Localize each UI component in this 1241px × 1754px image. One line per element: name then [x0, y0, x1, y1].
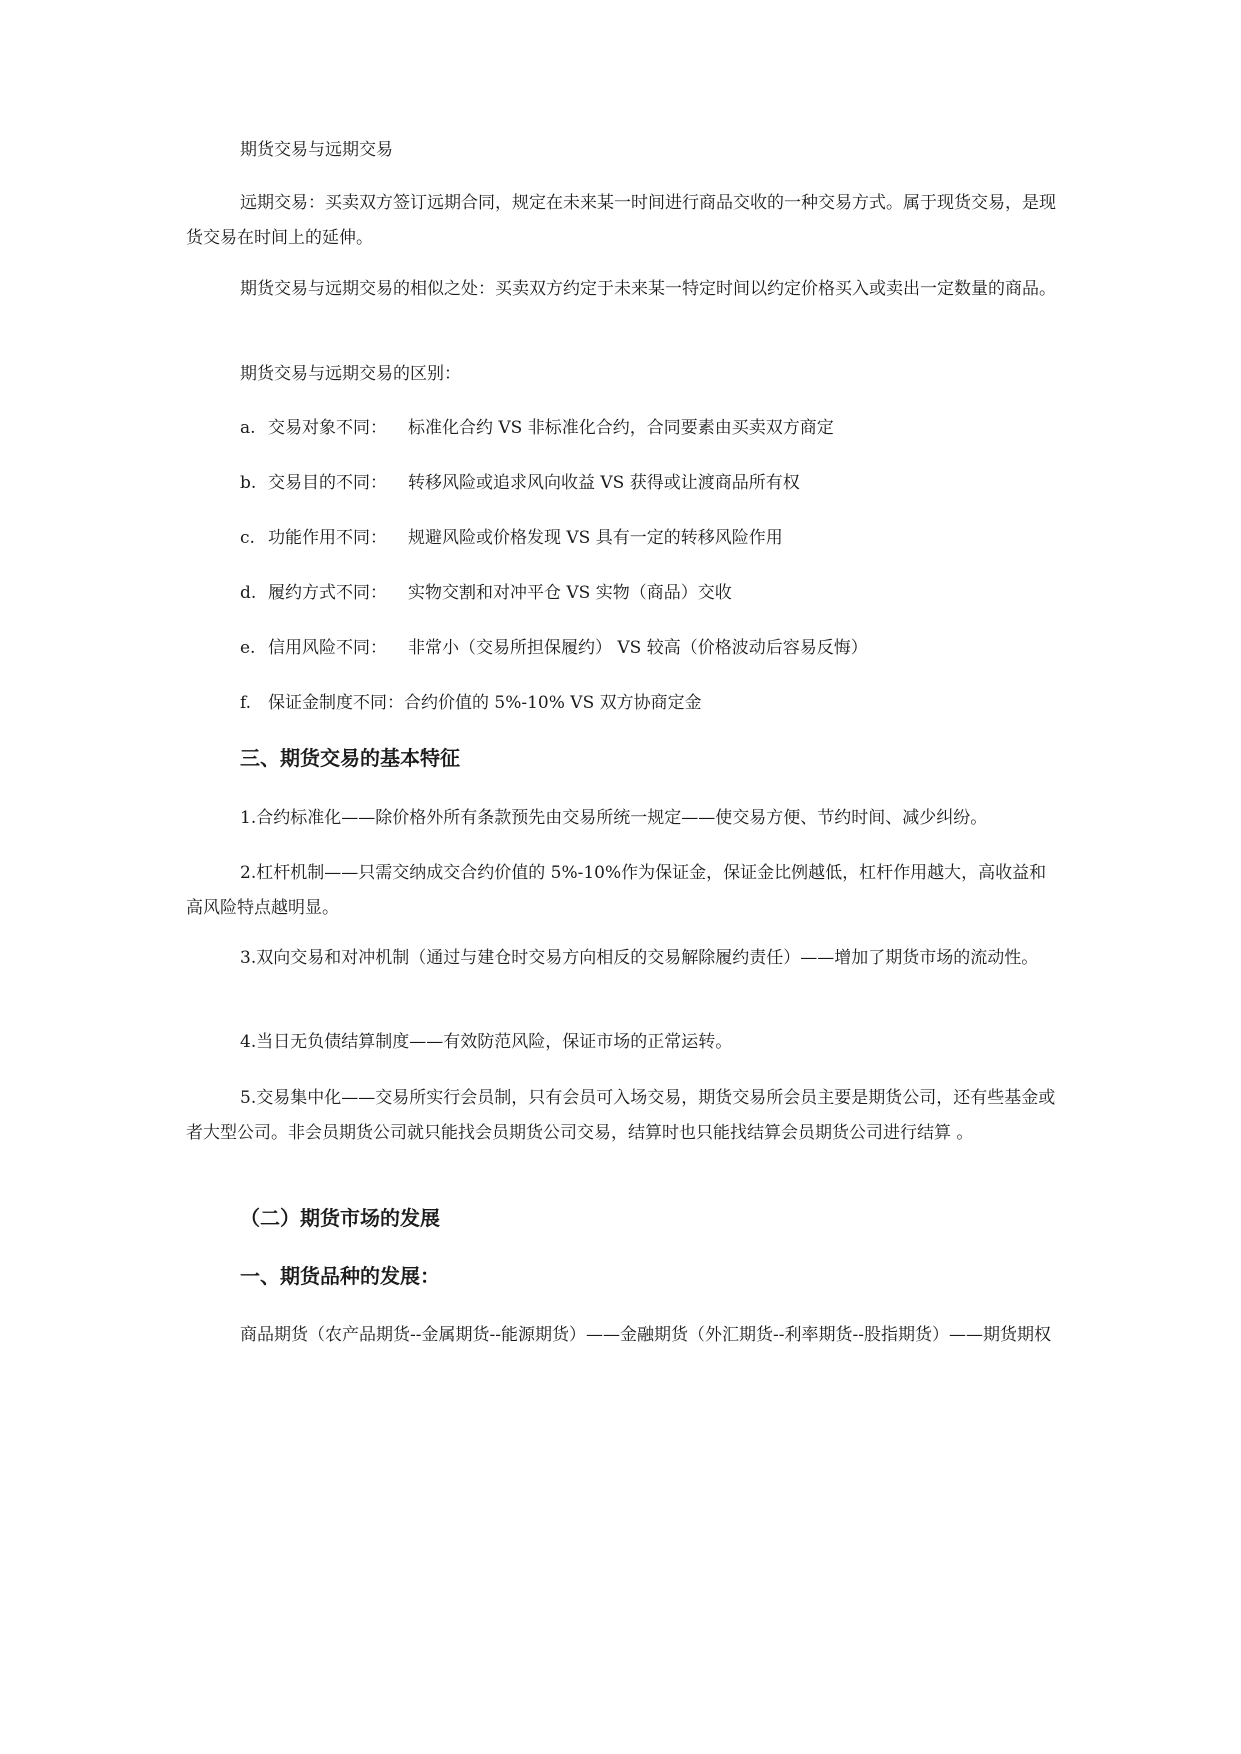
- difference-item: [240, 686, 1060, 721]
- difference-item: [240, 466, 1060, 501]
- difference-value: 合约价值的 5%-10% VS 双方协商定金: [404, 693, 702, 713]
- difference-key: 功能作用不同：: [268, 528, 387, 548]
- difference-value: 转移风险或追求风向收益 VS 获得或让渡商品所有权: [408, 473, 800, 493]
- difference-value: 规避风险或价格发现 VS 具有一定的转移风险作用: [408, 528, 783, 548]
- difference-label: f.: [240, 693, 252, 713]
- feature-item: 5.交易集中化——交易所实行会员制，只有会员可入场交易，期货交易所会员主要是期货公司，还有些基金或者大型公司。非会员期货公司就只能找会员期货公司交易，结算时也只能找结算会员期货公司进行结算 。: [186, 1088, 1056, 1143]
- difference-label: b.: [240, 473, 257, 493]
- difference-label: d.: [240, 583, 257, 603]
- paragraph-difference-intro: 期货交易与远期交易的区别：: [240, 364, 461, 384]
- difference-key: 交易对象不同：: [268, 418, 387, 438]
- difference-label: a.: [240, 418, 256, 438]
- heading-basic-features: 三、期货交易的基本特征: [240, 746, 460, 770]
- difference-key: 履约方式不同：: [268, 583, 387, 603]
- feature-item: 4.当日无负债结算制度——有效防范风险，保证市场的正常运转。: [240, 1032, 733, 1052]
- difference-item: [240, 631, 1060, 666]
- difference-value: 非常小（交易所担保履约） VS 较高（价格波动后容易反悔）: [408, 638, 868, 658]
- paragraph-varieties: 商品期货（农产品期货--金属期货--能源期货）——金融期货（外汇期货--利率期货--股指期货）——期货期权: [240, 1325, 1051, 1345]
- heading-market-development: （二）期货市场的发展: [240, 1206, 440, 1230]
- feature-item: 1.合约标准化——除价格外所有条款预先由交易所统一规定——使交易方便、节约时间、减少纠纷。: [240, 808, 988, 828]
- paragraph-forward-definition: 远期交易：买卖双方签订远期合同，规定在未来某一时间进行商品交收的一种交易方式。属于现货交易，是现货交易在时间上的延伸。: [186, 193, 1056, 248]
- feature-item: 3.双向交易和对冲机制（通过与建仓时交易方向相反的交易解除履约责任）——增加了期货市场的流动性。: [240, 948, 1039, 968]
- feature-item: 2.杠杆机制——只需交纳成交合约价值的 5%-10%作为保证金，保证金比例越低，杠杆作用越大，高收益和高风险特点越明显。: [186, 863, 1047, 918]
- difference-key: 信用风险不同：: [268, 638, 387, 658]
- difference-item: [240, 411, 1060, 446]
- section-title: 期货交易与远期交易: [240, 140, 393, 160]
- difference-item: [240, 576, 1060, 611]
- difference-value: 标准化合约 VS 非标准化合约，合同要素由买卖双方商定: [408, 418, 834, 438]
- difference-label: c.: [240, 528, 255, 548]
- paragraph-similarity: 期货交易与远期交易的相似之处：买卖双方约定于未来某一特定时间以约定价格买入或卖出一定数量的商品。: [240, 279, 1056, 299]
- difference-key: 保证金制度不同：: [268, 693, 404, 713]
- difference-key: 交易目的不同：: [268, 473, 387, 493]
- heading-variety-development: 一、期货品种的发展：: [240, 1264, 440, 1288]
- difference-item: [240, 521, 1060, 556]
- difference-label: e.: [240, 638, 256, 658]
- difference-value: 实物交割和对冲平仓 VS 实物（商品）交收: [408, 583, 732, 603]
